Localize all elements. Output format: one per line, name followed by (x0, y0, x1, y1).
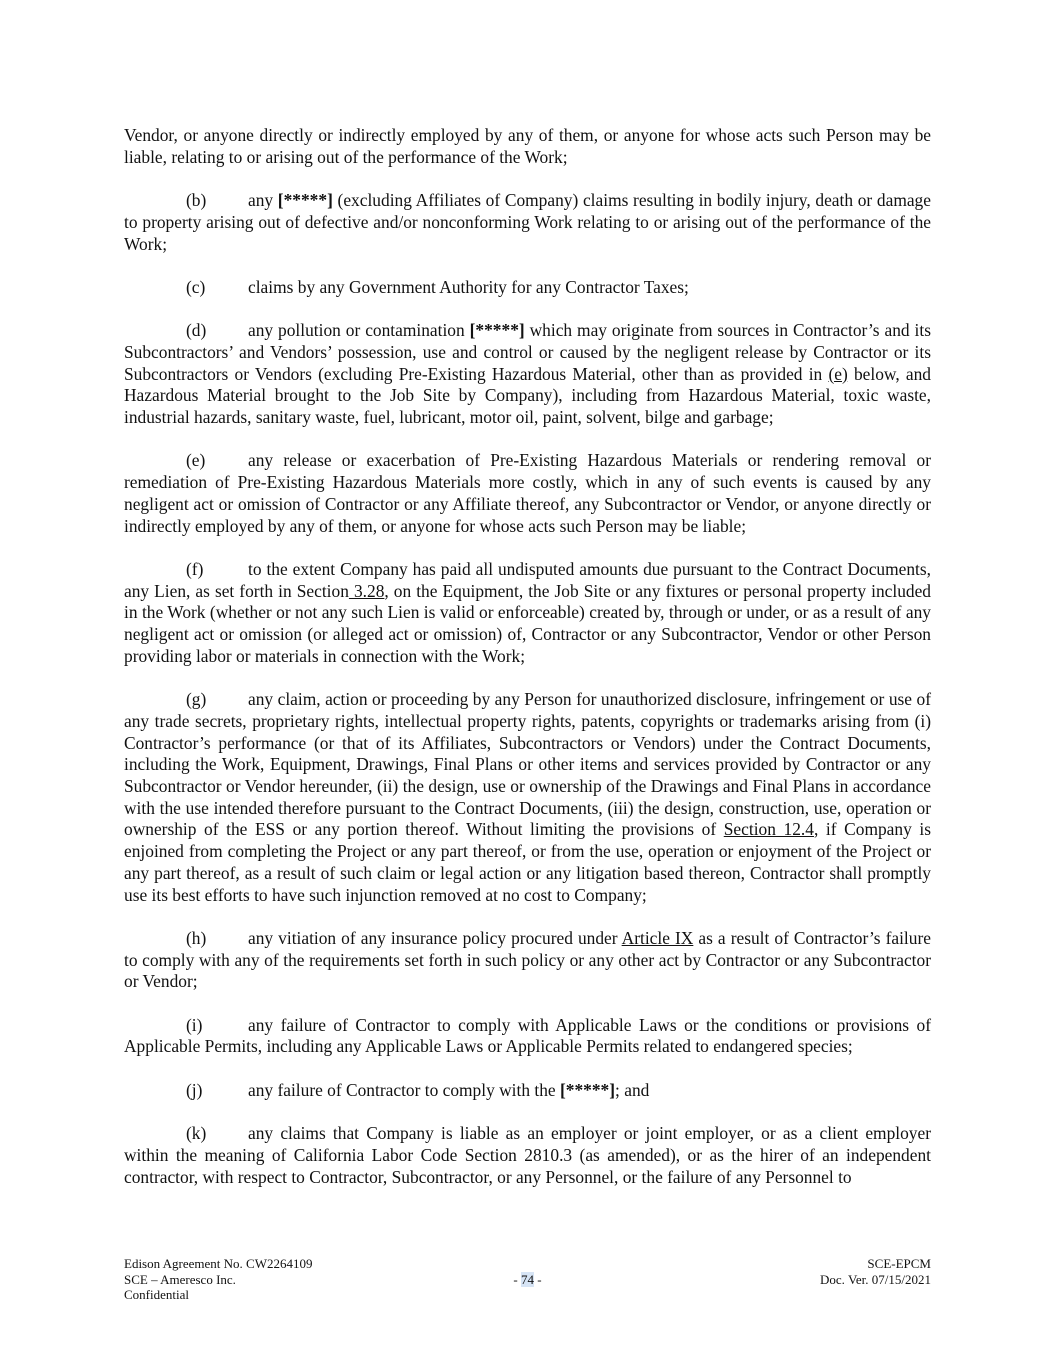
document-code: SCE-EPCM (867, 1256, 931, 1271)
clause-text: to the extent Company has paid all undisputed amounts due pursuant to the Contract Documents, any Lien, as set forth in Section (124, 558, 931, 601)
parties: SCE – Ameresco Inc. (124, 1271, 236, 1287)
cross-reference-link[interactable]: 3.28 (348, 580, 385, 601)
clause-label: (i) (186, 1014, 203, 1035)
clause-text: any vitiation of any insurance policy procured under (248, 927, 622, 948)
paragraph-e (124, 450, 931, 537)
footer-right (820, 1256, 931, 1287)
cross-reference-link[interactable]: (e) (828, 363, 848, 384)
clause-text: any release or exacerbation of Pre-Existing Hazardous Materials or rendering removal or remediation of Pre-Existing Hazardous Materials more costly, which in any of such events is caused by any negligent act or omission of Contractor or any Affiliate thereof, any Subcontractor or Vendor, or anyone directly or indirectly employed by any of them, or anyone for whose acts such Person may be liable; (124, 450, 931, 536)
clause-text: Vendor, or anyone directly or indirectly employed by any of them, or anyone for whose acts such Person may be liable, relating to or arising out of the performance of the Work; (124, 125, 931, 167)
redacted-text: [*****] (277, 190, 333, 211)
paragraph-j (124, 1080, 931, 1102)
page-prefix: - (513, 1271, 521, 1287)
clause-label: (h) (186, 927, 207, 948)
clause-text: which may originate from sources in Contractor’s and its Subcontractors’ and Vendors’ possession, use and control or caused by the negligent release by Contractor or its Subcontractors or Vendors (excluding Pre-Existing Hazardous Material, other than as provided in (124, 320, 931, 384)
clause-text: any failure of Contractor to comply with Applicable Laws or the conditions or provisions of Applicable Permits, including any Applicable Laws or Applicable Permits related to endangered species; (124, 1014, 931, 1057)
paragraph-continued (124, 125, 931, 168)
redacted-text: [*****] (469, 320, 525, 341)
clause-label: (d) (186, 320, 207, 341)
clause-text: , if Company is enjoined from completing the Project or any part thereof, or from the use, operation or enjoyment of the Project or any part thereof, as a result of such claim or legal action or any litigation based thereon, Contractor shall promptly use its best efforts to have such injunction removed at no cost to Company; (124, 819, 931, 905)
paragraph-c (124, 277, 931, 299)
clause-text: , on the Equipment, the Job Site or any fixtures or personal property included in the Work (whether or not any such Lien is valid or enforceable) created by, through or under, or as a result of any negligent act or omission (or alleged act or omission) of, Contractor or any Subcontractor, Vendor or other Person providing labor or materials in connection with the Work; (124, 580, 931, 666)
paragraph-h (124, 928, 931, 993)
clause-text: any claims that Company is liable as an employer or joint employer, or as a client employer within the meaning of California Labor Code Section 2810.3 (as amended), or as the hirer of an independent contractor, with respect to Contractor, Subcontractor, or any Personnel, or the failure of any Personnel to (124, 1123, 931, 1187)
paragraph-k (124, 1123, 931, 1188)
paragraph-f (124, 559, 931, 668)
clause-text: any claim, action or proceeding by any Person for unauthorized disclosure, infringement or use of any trade secrets, proprietary rights, intellectual property rights, patents, copyrights or trademarks arising from (i) Contractor’s performance (or that of its Affiliates, Subcontractors or Vendors) under the Contract Documents, including the Work, Equipment, Drawings, Final Plans or other items and services provided by Contractor or any Subcontractor or Vendor hereunder, (ii) the design, use or ownership of the Drawings and Final Plans in accordance with the use intended therefore pursuant to the Contract Documents, (iii) the design, construction, use, operation or ownership of the ESS or any portion thereof. Without limiting the provisions of (124, 689, 931, 840)
page-number: 74 (521, 1271, 534, 1287)
cross-reference-link[interactable]: Section 12.4 (723, 819, 814, 840)
paragraph-g (124, 689, 931, 906)
redacted-text: [*****] (559, 1079, 616, 1100)
clause-text: below, and Hazardous Material brought to the Job Site by Company), including from Hazardous Material, toxic waste, industrial hazards, sanitary waste, fuel, lubricant, motor oil, paint, solvent, bilge and garbage; (124, 363, 931, 428)
document-version: Doc. Ver. 07/15/2021 (820, 1271, 931, 1287)
page-suffix: - (534, 1271, 542, 1287)
agreement-number: Edison Agreement No. CW2264109 (124, 1256, 313, 1271)
clause-label: (g) (186, 689, 207, 710)
cross-reference-link[interactable]: Article IX (621, 927, 694, 948)
clause-label: (f) (186, 558, 204, 579)
clause-text: any pollution or contamination (248, 320, 470, 341)
clause-label: (j) (186, 1079, 203, 1100)
clause-label: (b) (186, 190, 207, 211)
clause-text: ; and (615, 1079, 650, 1100)
document-body (124, 125, 931, 1210)
page-number-block (124, 1272, 931, 1288)
clause-text: any failure of Contractor to comply with the (248, 1079, 560, 1100)
clause-label: (c) (186, 276, 206, 297)
paragraph-i (124, 1015, 931, 1058)
clause-text: any (248, 190, 278, 211)
paragraph-d (124, 320, 931, 429)
clause-text: (excluding Affiliates of Company) claims resulting in bodily injury, death or damage to property arising out of defective and/or nonconforming Work relating to or arising out of the performance of the Work; (124, 190, 931, 254)
clause-text: as a result of Contractor’s failure to comply with any of the requirements set forth in such policy or any other act by Contractor or any Subcontractor or Vendor; (124, 927, 931, 992)
paragraph-b (124, 190, 931, 255)
confidential-label: Confidential (124, 1287, 189, 1302)
clause-label: (k) (186, 1123, 207, 1144)
clause-label: (e) (186, 450, 206, 471)
clause-text: claims by any Government Authority for any Contractor Taxes; (248, 276, 689, 297)
